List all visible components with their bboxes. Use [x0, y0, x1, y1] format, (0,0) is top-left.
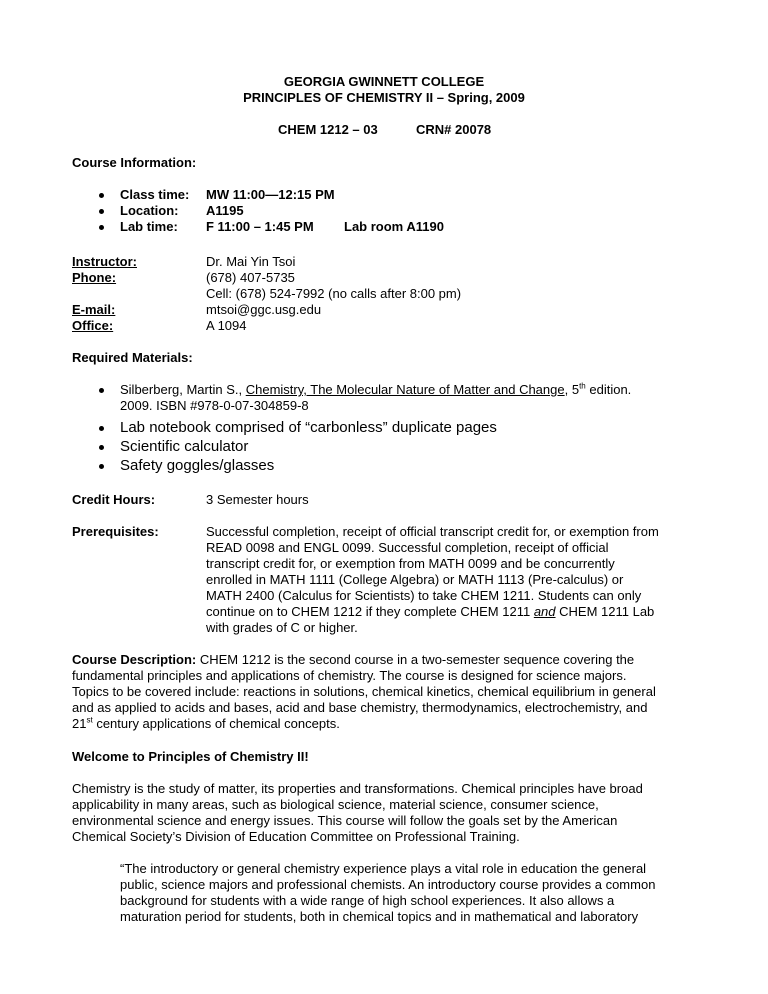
instructor-name: Dr. Mai Yin Tsoi [206, 254, 296, 269]
college-name: GEORGIA GWINNETT COLLEGE [283, 74, 485, 89]
material-lab-notebook: Lab notebook comprised of “carbonless” duplicate pages [120, 419, 497, 436]
bullet-icon [98, 221, 106, 229]
location-label: Location: [120, 203, 179, 218]
textbook-isbn: 2009. ISBN #978-0-07-304859-8 [120, 398, 309, 413]
prereq-line: transcript credit for, or exemption from MATH 0099 and be concurrently [206, 556, 615, 571]
prereq-line: enrolled in MATH 1111 (College Algebra) or MATH 1113 (Pre-calculus) or [206, 572, 624, 587]
quote-line: “The introductory or general chemistry experience plays a vital role in education the general [120, 861, 647, 876]
bullet-icon [98, 422, 106, 430]
description-line: and as applied to acids and bases, acid and base chemistry, thermodynamics, electrochemistry, and [72, 700, 648, 715]
welcome-line: applicability in many areas, such as biological science, material science, consumer science, [72, 797, 599, 812]
textbook-title: Chemistry, The Molecular Nature of Matter and Change [245, 382, 565, 397]
credit-hours-label: Credit Hours: [72, 492, 156, 507]
phone-label: Phone: [72, 270, 117, 285]
course-title: PRINCIPLES OF CHEMISTRY II – Spring, 2009 [243, 90, 525, 105]
prereq-line: Successful completion, receipt of official transcript credit for, or exemption from [206, 524, 659, 539]
instructor-label: Instructor: [72, 254, 137, 269]
cell-number: Cell: (678) 524-7992 (no calls after 8:00 pm) [206, 286, 462, 301]
description-line: fundamental principles and applications of chemistry. The course is designed for science majors. [72, 668, 627, 683]
quote-line: background for students with a wide range of high school experiences. It also allows a [120, 893, 615, 908]
materials-heading: Required Materials: [72, 350, 193, 365]
prereq-line: MATH 2400 (Calculus for Scientists) to take CHEM 1211. Students can only [206, 588, 642, 603]
class-time-label: Class time: [120, 187, 190, 202]
material-calculator: Scientific calculator [120, 438, 249, 455]
quote-line: public, science majors and professional chemists. An introductory course provides a common [120, 877, 656, 892]
course-number: CHEM 1212 – 03 [278, 122, 378, 137]
quote-line: maturation period for students, both in chemical topics and in mathematical and laboratory [120, 909, 639, 924]
crn-number: CRN# 20078 [416, 122, 492, 137]
bullet-icon [98, 205, 106, 213]
bullet-icon [98, 441, 106, 449]
bullet-icon [98, 460, 106, 468]
lab-time-value: F 11:00 – 1:45 PM [206, 219, 314, 234]
lab-room: Lab room A1190 [344, 219, 444, 234]
office-label: Office: [72, 318, 114, 333]
course-info-heading: Course Information: [72, 155, 197, 170]
phone-number: (678) 407-5735 [206, 270, 295, 285]
prereq-line: continue on to CHEM 1212 if they complete CHEM 1211 and CHEM 1211 Lab [206, 604, 655, 619]
credit-hours-value: 3 Semester hours [206, 492, 309, 507]
description-label: Course Description: [72, 652, 197, 667]
class-time-value: MW 11:00—12:15 PM [206, 187, 335, 202]
bullet-icon [98, 384, 106, 392]
bullet-icon [98, 189, 106, 197]
lab-time-label: Lab time: [120, 219, 178, 234]
welcome-heading: Welcome to Principles of Chemistry II! [72, 749, 309, 764]
prereq-line: with grades of C or higher. [206, 620, 358, 635]
description-line: Course Description: CHEM 1212 is the second course in a two-semester sequence covering the [72, 652, 635, 667]
textbook-citation: Silberberg, Martin S., Chemistry, The Molecular Nature of Matter and Change, 5th edition. [120, 381, 632, 397]
description-line: Topics to be covered include: reactions in solutions, chemical kinetics, chemical equilibrium in general [72, 684, 656, 699]
prereq-line: READ 0098 and ENGL 0099. Successful completion, receipt of official [206, 540, 609, 555]
email-label: E-mail: [72, 302, 116, 317]
material-goggles: Safety goggles/glasses [120, 457, 275, 474]
location-value: A1195 [206, 203, 244, 218]
welcome-line: Chemical Society’s Division of Education Committee on Professional Training. [72, 829, 520, 844]
welcome-line: Chemistry is the study of matter, its properties and transformations. Chemical principles have broad [72, 781, 643, 796]
office-room: A 1094 [206, 318, 247, 333]
prerequisites-label: Prerequisites: [72, 524, 159, 539]
welcome-line: environmental science and energy issues. This course will follow the goals set by the American [72, 813, 618, 828]
email-address: mtsoi@ggc.usg.edu [206, 302, 322, 317]
description-line: 21st century applications of chemical concepts. [72, 715, 340, 731]
